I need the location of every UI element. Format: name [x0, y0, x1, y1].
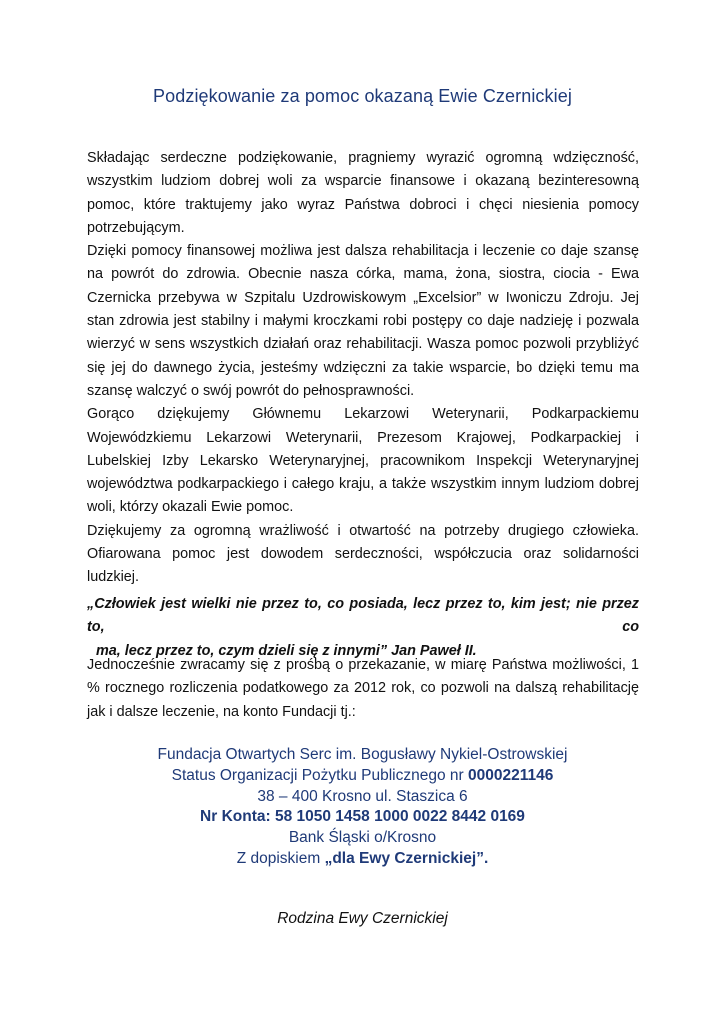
foundation-status-label: Status Organizacji Pożytku Publicznego nr: [171, 766, 468, 784]
foundation-status-number: 0000221146: [468, 766, 554, 784]
foundation-note-label: Z dopiskiem: [236, 849, 325, 867]
foundation-name: Fundacja Otwartych Serc im. Bogusławy Nykiel-Ostrowskiej: [157, 746, 568, 763]
quote-line-2: ma, lecz przez to, czym dzieli się z innymi” Jan Paweł II.: [96, 642, 477, 659]
foundation-address: 38 – 400 Krosno ul. Staszica 6: [257, 787, 468, 805]
foundation-note-value: „dla Ewy Czernickiej”.: [324, 849, 489, 867]
letter-body: [87, 147, 639, 590]
paragraph-rehabilitation: Dzięki pomocy finansowej możliwa jest dalsza rehabilitacja i leczenie co daje szansę na powrót do zdrowia. Obecnie nasza córka, mama, żona, siostra, ciocia - Ewa Czernicka przebywa w Szpitalu Uzdrowiskowym „Excelsior” w Iwoniczu Zdroju. Jej stan zdrowia jest stabilny i małymi kroczkami robi postępy co daje nadzieję i pozwala wierzyć w sens wszystkich działań oraz rehabilitacji. Wasza pomoc pozwoli przybliżyć się jej do dawnego życia, jesteśmy wdzięczni za takie wsparcie, bo dzięki temu ma szansę walczyć o swój powrót do pełnosprawności.: [87, 243, 639, 399]
paragraph-acknowledgements: Gorąco dziękujemy Głównemu Lekarzowi Weterynarii, Podkarpackiemu Wojewódzkiemu Lekarzowi Weterynarii, Prezesom Krajowej, Podkarpackiej i Lubelskiej Izby Lekarsko Weterynaryjnej, pracownikom Inspekcji Weterynaryjnej województwa podkarpackiego i całego kraju, a także wszystkim innym ludziom dobrej woli, którzy okazali Ewie pomoc.: [87, 406, 639, 516]
foundation-details: [0, 745, 725, 870]
paragraph-gratitude: Dziękujemy za ogromną wrażliwość i otwartość na potrzeby drugiego człowieka. Ofiarowana pomoc jest dowodem serdeczności, współczucia oraz solidarności ludzkiej.: [87, 522, 639, 586]
foundation-bank: Bank Śląski o/Krosno: [288, 829, 437, 847]
signature: Rodzina Ewy Czernickiej: [277, 910, 448, 927]
paragraph-thanks: Składając serdeczne podziękowanie, pragniemy wyrazić ogromną wdzięczność, wszystkim ludziom dobrej woli za wsparcie finansowe i okazaną bezinteresowną pomoc, które traktujemy jako wyraz Państwa dobroci i chęci niesienia pomocy potrzebującym.: [87, 150, 639, 236]
donation-request: Jednocześnie zwracamy się z prośbą o przekazanie, w miarę Państwa możliwości, 1 % rocznego rozliczenia podatkowego za 2012 rok, co pozwoli na dalszą rehabilitację jak i dalsze leczenie, na konto Fundacji tj.:: [87, 657, 639, 720]
document-title: Podziękowanie za pomoc okazaną Ewie Czernickiej: [153, 86, 572, 106]
foundation-account: Nr Konta: 58 1050 1458 1000 0022 8442 0169: [200, 808, 525, 826]
quote-block: [87, 593, 639, 663]
foundation-note: [0, 849, 725, 870]
foundation-status: [0, 766, 725, 787]
quote-line-1: „Człowiek jest wielki nie przez to, co posiada, lecz przez to, kim jest; nie przez to, co: [87, 596, 639, 636]
